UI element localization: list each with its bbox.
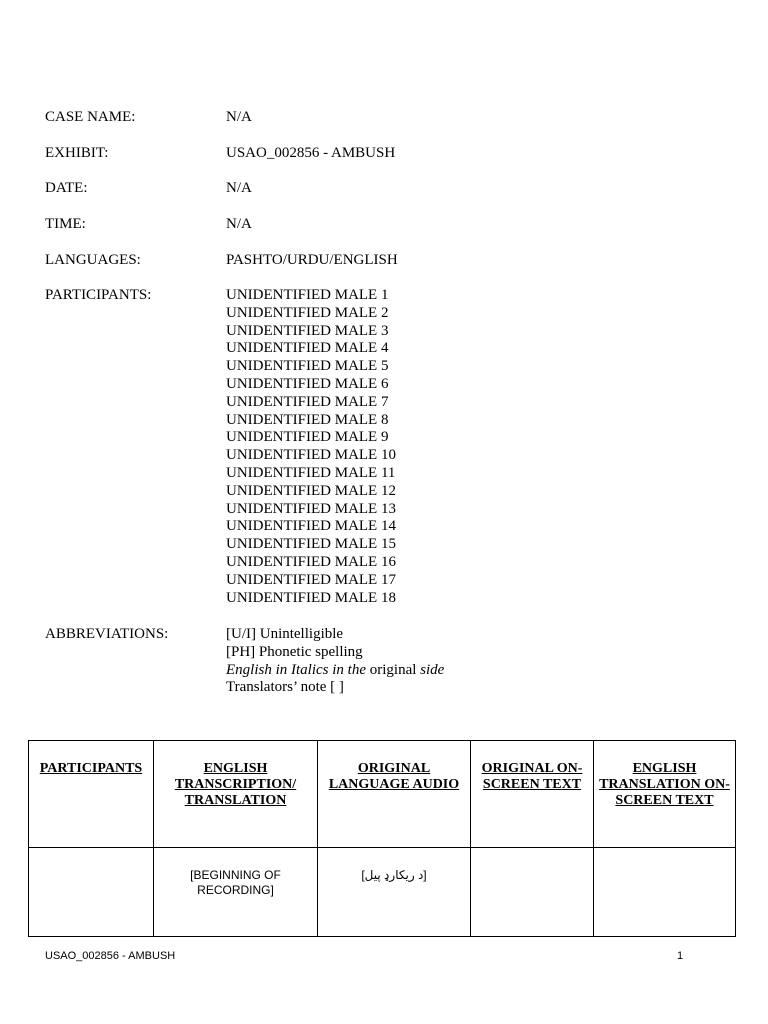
languages-label: LANGUAGES: xyxy=(45,252,141,268)
participant-item: UNIDENTIFIED MALE 4 xyxy=(226,340,389,357)
italics-note-part-3: side xyxy=(420,661,445,678)
footer-doc-id: USAO_002856 - AMBUSH xyxy=(45,950,176,962)
abbreviation-phonetic: [PH] Phonetic spelling xyxy=(226,643,363,660)
participant-item: UNIDENTIFIED MALE 14 xyxy=(226,518,396,535)
date-value: N/A xyxy=(226,180,252,196)
participant-item: UNIDENTIFIED MALE 1 xyxy=(226,287,389,303)
footer-page-number: 1 xyxy=(677,950,684,962)
participant-item: UNIDENTIFIED MALE 2 xyxy=(226,304,389,321)
abbreviation-translators-note: Translators’ note [ ] xyxy=(226,679,344,696)
transcript-table xyxy=(28,740,736,937)
participant-item: UNIDENTIFIED MALE 18 xyxy=(226,589,396,606)
participant-item: UNIDENTIFIED MALE 10 xyxy=(226,447,396,464)
italics-note-part-1: English in Italics in the xyxy=(226,661,366,678)
cell-onscreen-original xyxy=(471,848,594,937)
abbreviations-list xyxy=(226,626,444,697)
participant-item: UNIDENTIFIED MALE 11 xyxy=(226,464,396,481)
cell-english: [BEGINNING OF RECORDING] xyxy=(154,848,318,937)
cell-onscreen-english xyxy=(594,848,736,937)
time-value: N/A xyxy=(226,216,252,232)
abbreviation-italics-note xyxy=(226,662,444,680)
participant-item: UNIDENTIFIED MALE 12 xyxy=(226,482,396,499)
participant-item: UNIDENTIFIED MALE 16 xyxy=(226,553,396,570)
table-header-row xyxy=(29,741,736,848)
header-original-audio: ORIGINAL LANGUAGE AUDIO xyxy=(318,741,471,848)
italics-note-part-2: original xyxy=(366,661,421,678)
participant-item: UNIDENTIFIED MALE 17 xyxy=(226,571,396,588)
participant-item: UNIDENTIFIED MALE 5 xyxy=(226,358,389,375)
date-label: DATE: xyxy=(45,180,88,196)
abbreviations-label: ABBREVIATIONS: xyxy=(45,626,169,642)
table-row xyxy=(29,848,736,937)
participants-label: PARTICIPANTS: xyxy=(45,287,152,303)
participant-item: UNIDENTIFIED MALE 13 xyxy=(226,500,396,517)
time-label: TIME: xyxy=(45,216,86,232)
case-name-value: N/A xyxy=(226,109,252,125)
exhibit-label: EXHIBIT: xyxy=(45,145,109,161)
languages-value: PASHTO/URDU/ENGLISH xyxy=(226,252,398,268)
case-name-label: CASE NAME: xyxy=(45,109,136,125)
abbreviation-unintelligible: [U/I] Unintelligible xyxy=(226,626,344,642)
header-english-onscreen: ENGLISH TRANSLATION ON- SCREEN TEXT xyxy=(594,741,736,848)
participant-item: UNIDENTIFIED MALE 9 xyxy=(226,429,389,446)
header-participants: PARTICIPANTS xyxy=(29,741,154,848)
participant-item: UNIDENTIFIED MALE 7 xyxy=(226,393,389,410)
participant-item: UNIDENTIFIED MALE 15 xyxy=(226,536,396,553)
participant-item: UNIDENTIFIED MALE 3 xyxy=(226,322,389,339)
exhibit-value: USAO_002856 - AMBUSH xyxy=(226,145,396,161)
participant-item: UNIDENTIFIED MALE 6 xyxy=(226,375,389,392)
header-english-transcription: ENGLISH TRANSCRIPTION/ TRANSLATION xyxy=(154,741,318,848)
participant-item: UNIDENTIFIED MALE 8 xyxy=(226,411,389,428)
cell-participant xyxy=(29,848,154,937)
header-original-onscreen: ORIGINAL ON- SCREEN TEXT xyxy=(471,741,594,848)
cell-original-audio: [د ریکارډ پیل] xyxy=(318,848,471,937)
participants-list xyxy=(226,287,396,607)
